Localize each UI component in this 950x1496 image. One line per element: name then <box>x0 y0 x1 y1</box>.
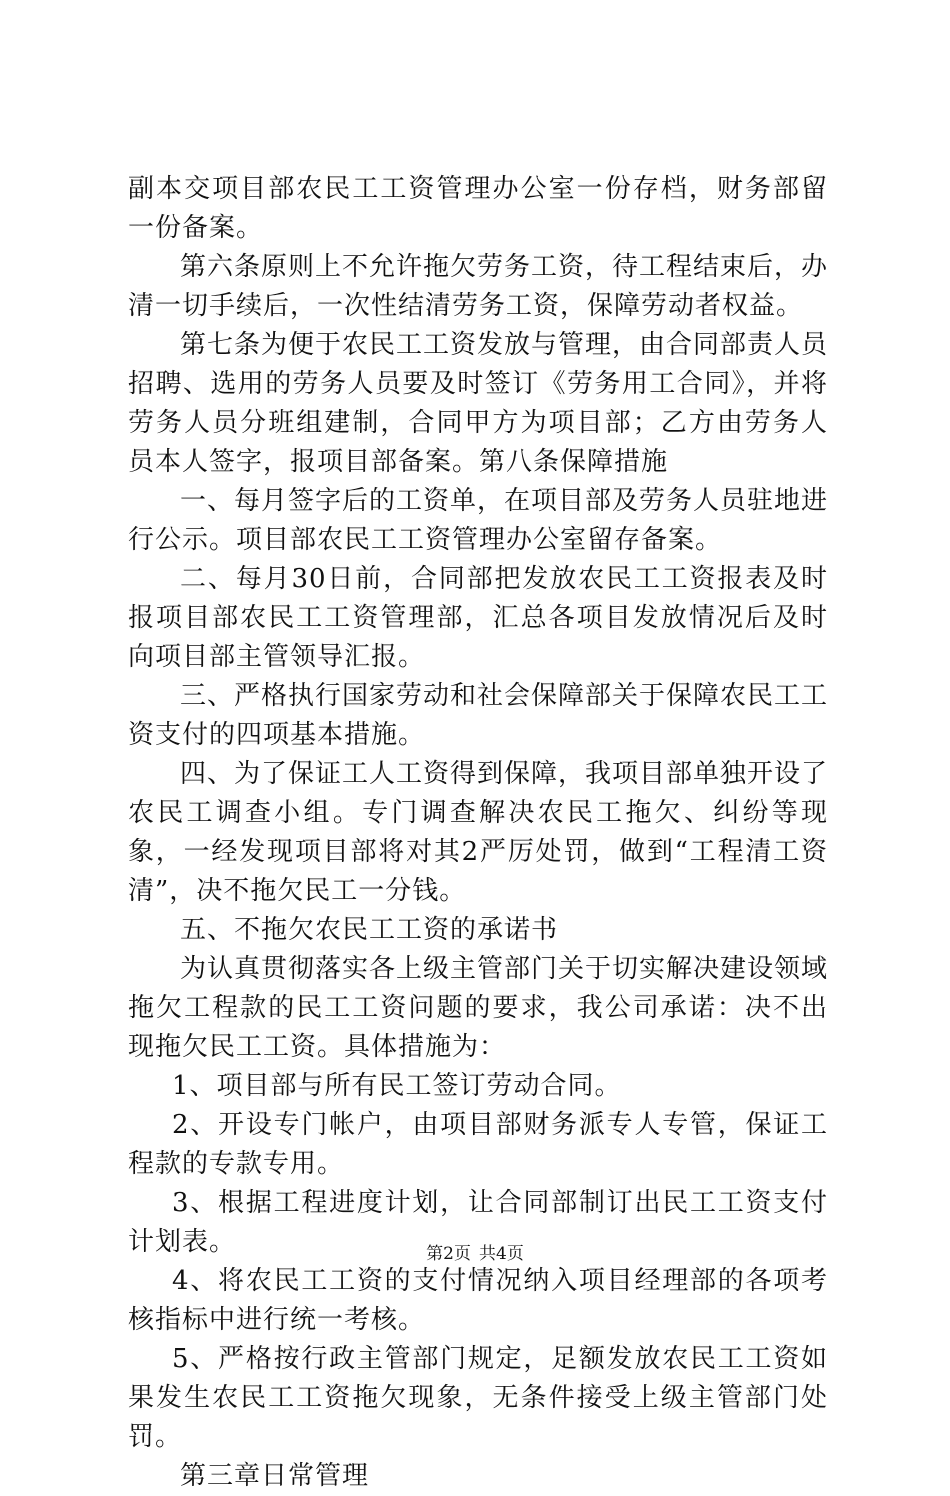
paragraph: 第七条为便于农民工工资发放与管理，由合同部责人员招聘、选用的劳务人员要及时签订《劳务用工合同》，并将劳务人员分班组建制，合同甲方为项目部；乙方由劳务人员本人签字，报项目部备案。第八条保障措施 <box>128 330 829 477</box>
list-item: 5、严格按行政主管部门规定，足额发放农民工工资如果发生农民工工资拖欠现象，无条件接受上级主管部门处罚。 <box>128 1344 828 1452</box>
paragraph: 二、每月30日前，合同部把发放农民工工资报表及时报项目部农民工工资管理部，汇总各项目发放情况后及时向项目部主管领导汇报。 <box>128 564 828 672</box>
paragraph: 一、每月签字后的工资单，在项目部及劳务人员驻地进行公示。项目部农民工工资管理办公室留存备案。 <box>128 486 829 555</box>
section-heading: 五、不拖欠农民工工资的承诺书 <box>180 915 559 945</box>
list-item: 1、项目部与所有民工签订劳动合同。 <box>172 1071 622 1101</box>
page-footer <box>0 1243 950 1265</box>
paragraph: 第六条原则上不允许拖欠劳务工资，待工程结束后，办清一切手续后，一次性结清劳务工资，保障劳动者权益。 <box>128 252 829 321</box>
chapter-heading: 第三章日常管理 <box>180 1461 370 1491</box>
paragraph: 三、严格执行国家劳动和社会保障部关于保障农民工工资支付的四项基本措施。 <box>128 681 829 750</box>
page-total: 共4页 <box>479 1244 524 1264</box>
document-body <box>128 170 828 1496</box>
paragraph: 四、为了保证工人工资得到保障，我项目部单独开设了农民工调查小组。专门调查解决农民工拖欠、纠纷等现象，一经发现项目部将对其2严厉处罚，做到“工程清工资清”，决不拖欠民工一分钱。 <box>128 759 829 906</box>
list-item: 3、根据工程进度计划，让合同部制订出民工工资支付计划表。 <box>128 1188 828 1257</box>
list-item: 4、将农民工工资的支付情况纳入项目经理部的各项考核指标中进行统一考核。 <box>128 1266 828 1335</box>
list-item: 2、开设专门帐户，由项目部财务派专人专管，保证工程款的专款专用。 <box>128 1110 828 1179</box>
page-number: 第2页 <box>426 1244 471 1264</box>
paragraph: 副本交项目部农民工工资管理办公室一份存档，财务部留一份备案。 <box>128 174 828 243</box>
paragraph: 为认真贯彻落实各上级主管部门关于切实解决建设领域拖欠工程款的民工工资问题的要求，我公司承诺：决不出现拖欠民工工资。具体措施为： <box>128 954 829 1062</box>
